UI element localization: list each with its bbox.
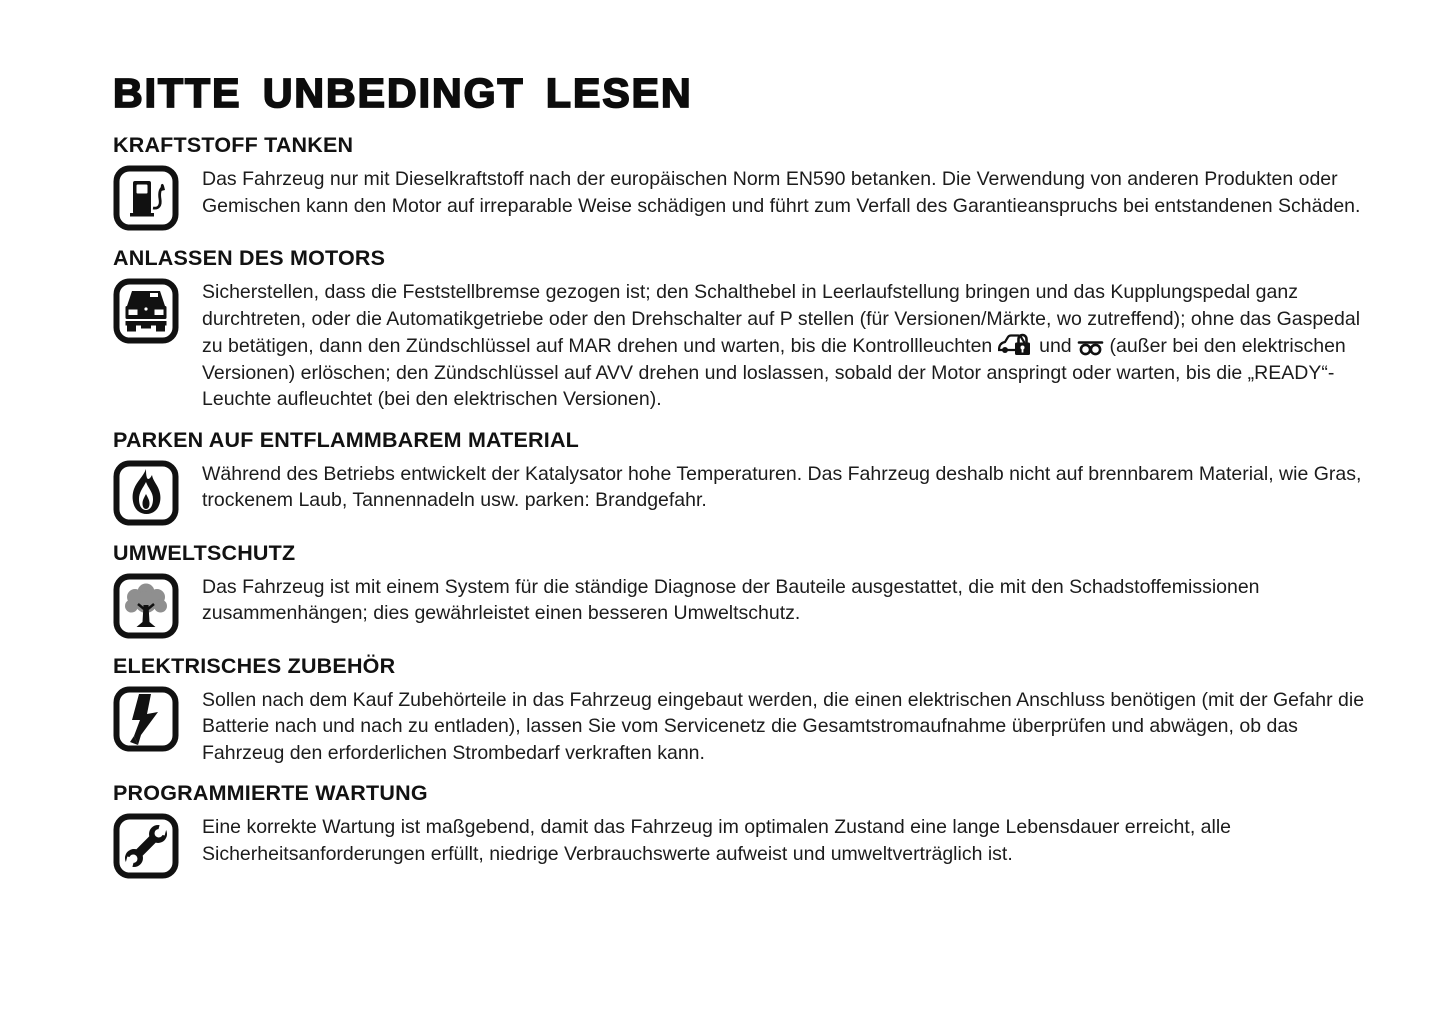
section-body-kraftstoff: Das Fahrzeug nur mit Dieselkraftstoff nach der europäischen Norm EN590 betanken. Die Verwendung von anderen Produkten oder Gemischen kann den Motor auf irreparable Weise schädigen und führt zum Verfall des Garantieanspruchs bei entstandenen Schäden. [202,168,1361,217]
body-text-between-icons: und [1033,335,1078,357]
wrench-icon [113,813,179,879]
section-body-anlassen [202,278,1377,413]
lightning-bolt-icon [113,686,179,752]
car-front-icon [113,278,179,344]
section-heading-zubehoer: ELEKTRISCHES ZUBEHÖR [113,653,396,678]
body-text-before-icons: Sicherstellen, dass die Feststellbremse gezogen ist; den Schalthebel in Leerlaufstellung bringen und das Kupplungspedal ganz durchtreten, oder die Automatikgetriebe oder den Drehschalter auf P stellen (für Versionen/Märkte, wo zutreffend); ohne das Gaspedal zu betätigen, dann den Zündschlüssel auf MAR drehen und warten, bis die Kontrollleuchten [202,281,1361,357]
flame-icon [113,460,179,526]
glow-plug-warning-icon [1077,339,1104,356]
section-anlassen-des-motors [113,246,1385,413]
section-heading-anlassen: ANLASSEN DES MOTORS [113,246,386,270]
section-parken-material [113,428,1385,526]
section-kraftstoff-tanken [113,133,1385,231]
tree-icon [113,573,179,639]
section-body-zubehoer: Sollen nach dem Kauf Zubehörteile in das Fahrzeug eingebaut werden, die einen elektrischen Anschluss benötigen (mit der Gefahr die Batterie nach und nach zu entladen), lassen Sie vom Servicenetz die Gesamtstromaufnahme überprüfen und abwägen, ob das Fahrzeug den erforderlichen Strombedarf verkraften kann. [202,688,1365,764]
section-heading-wartung: PROGRAMMIERTE WARTUNG [113,781,428,805]
section-programmierte-wartung [113,781,1385,879]
section-elektrisches-zubehoer [113,654,1385,767]
section-body-parken: Während des Betriebs entwickelt der Katalysator hohe Temperaturen. Das Fahrzeug deshalb nicht auf brennbarem Material, wie Gras, trockenem Laub, Tannennadeln usw. parken: Brandgefahr. [202,462,1362,511]
body-text-after-icons: (außer bei den elektrischen Versionen) erlöschen; den Zündschlüssel auf AVV drehen und loslassen, sobald der Motor anspringt oder warten, bis die „READY“-Leuchte aufleuchtet (bei den elektrischen Versionen). [202,335,1346,410]
fuel-pump-icon [113,165,179,231]
page-title: BITTE UNBEDINGT LESEN [113,70,693,116]
section-heading-umweltschutz: UMWELTSCHUTZ [113,540,296,565]
section-body-umweltschutz: Das Fahrzeug ist mit einem System für die ständige Diagnose der Bauteile ausgestattet, die mit den Schadstoffemissionen zusammenhängen; dies gewährleistet einen besseren Umweltschutz. [202,575,1260,624]
car-lock-warning-icon [998,332,1034,356]
section-heading-parken: PARKEN AUF ENTFLAMMBAREM MATERIAL [113,427,580,452]
section-body-wartung: Eine korrekte Wartung ist maßgebend, damit das Fahrzeug im optimalen Zustand eine lange Lebensdauer erreicht, alle Sicherheitsanforderungen erfüllt, niedrige Verbrauchswerte aufweist und umweltverträglich ist. [202,816,1232,865]
section-heading-kraftstoff: KRAFTSTOFF TANKEN [113,133,354,157]
section-umweltschutz [113,541,1385,639]
